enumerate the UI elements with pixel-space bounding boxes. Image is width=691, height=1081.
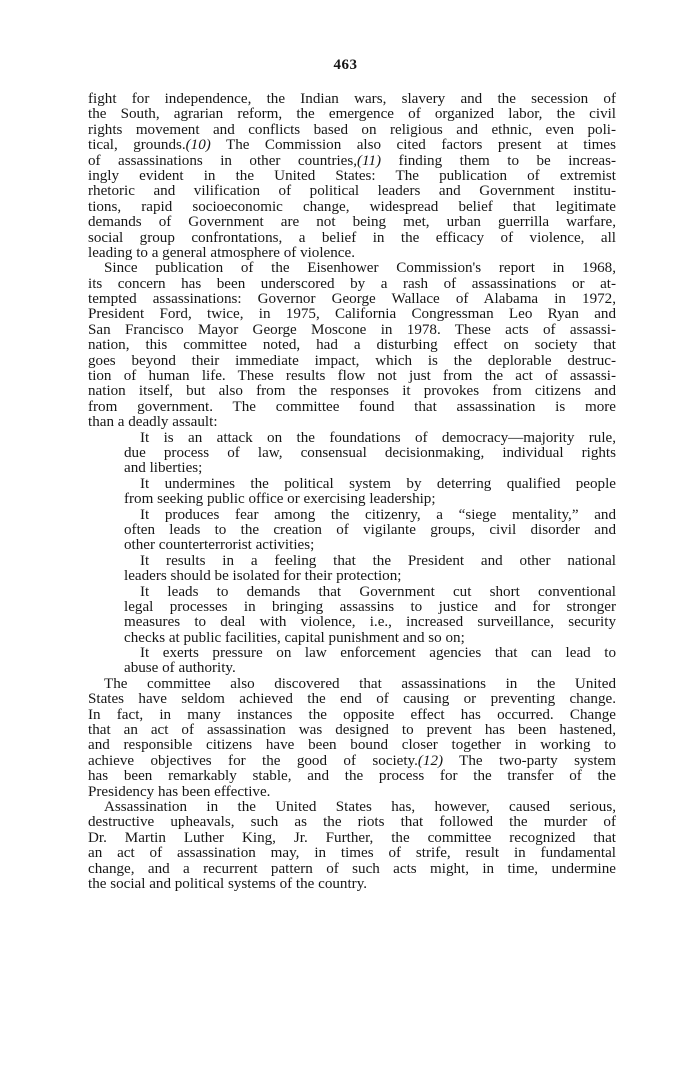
text-line: Dr. Martin Luther King, Jr. Further, the committee recognized that xyxy=(88,829,616,846)
text-line: and liberties; xyxy=(124,460,203,477)
text-line: tion of human life. These results flow not just from the act of assassi- xyxy=(88,368,616,385)
text-line: It is an attack on the foundations of democracy—majority rule, xyxy=(140,429,616,446)
text-line: measures to deal with violence, i.e., increased surveillance, security xyxy=(124,614,616,631)
text-line: an act of assassination may, in times of strife, result in fundamental xyxy=(88,845,616,862)
page-number: 463 xyxy=(333,57,358,73)
text-line: other counterterrorist activities; xyxy=(124,537,315,554)
text-line: due process of law, consensual decisionmaking, individual rights xyxy=(124,444,616,461)
text-line: destructive upheavals, such as the riots that followed the murder of xyxy=(88,814,616,831)
text-line: checks at public facilities, capital punishment and so on; xyxy=(124,629,465,646)
text-line: rights movement and conflicts based on religious and ethnic, even poli- xyxy=(88,121,616,138)
text-line: Assassination in the United States has, however, caused serious, xyxy=(104,798,616,815)
text-line: from seeking public office or exercising leadership; xyxy=(124,491,436,508)
text-line: It leads to demands that Government cut short conventional xyxy=(140,583,616,600)
text-line: tical, grounds.(10) The Commission also cited factors present at times xyxy=(88,137,616,154)
footnote-ref: (10) xyxy=(185,137,211,154)
text-line: It results in a feeling that the President and other national xyxy=(140,552,616,569)
text-line: the social and political systems of the country. xyxy=(88,875,368,892)
footnote-ref: (12) xyxy=(417,752,444,769)
text-line: leading to a general atmosphere of violence. xyxy=(88,244,355,261)
text-line: change, and a recurrent pattern of such acts might, in time, undermine xyxy=(88,860,616,877)
text-line: has been remarkably stable, and the process for the transfer of the xyxy=(88,768,616,785)
text-line: nation itself, but also from the responses it provokes from citizens and xyxy=(88,383,616,400)
text-line: abuse of authority. xyxy=(124,660,236,677)
text-line: fight for independence, the Indian wars, slavery and the secession of xyxy=(88,91,616,107)
text-line: leaders should be isolated for their protection; xyxy=(124,568,402,585)
text-line: nation, this committee noted, had a disturbing effect on society that xyxy=(88,337,616,354)
text-line: that an act of assassination was designed to prevent has been hastened, xyxy=(88,722,616,739)
text-line: It produces fear among the citizenry, a “siege mentality,” and xyxy=(140,506,616,523)
text-line: tions, rapid socioeconomic change, widespread belief that legitimate xyxy=(88,198,616,215)
text-line: tempted assassinations: Governor George Wallace of Alabama in 1972, xyxy=(88,291,616,308)
text-line: States have seldom achieved the end of causing or preventing change. xyxy=(88,691,616,708)
text-line: It undermines the political system by deterring qualified people xyxy=(140,475,616,492)
text-line: It exerts pressure on law enforcement agencies that can lead to xyxy=(140,645,616,662)
text-line: Since publication of the Eisenhower Commission's report in 1968, xyxy=(104,260,616,277)
text-line: ingly evident in the United States: The publication of extremist xyxy=(88,167,616,184)
footnote-ref: (11) xyxy=(357,152,382,169)
text-line: San Francisco Mayor George Moscone in 1978. These acts of assassi- xyxy=(88,321,616,338)
body-text xyxy=(88,92,616,892)
text-line: social group confrontations, a belief in the efficacy of violence, all xyxy=(88,229,616,246)
text-line: its concern has been underscored by a rash of assassinations or at- xyxy=(88,275,616,292)
text-line: Presidency has been effective. xyxy=(88,783,271,800)
text-line: of assassinations in other countries,(11) finding them to be increas- xyxy=(88,152,616,169)
text-line: legal processes in bringing assassins to justice and for stronger xyxy=(124,598,616,615)
text-line: the South, agrarian reform, the emergence of organized labor, the civil xyxy=(88,106,616,123)
text-line: achieve objectives for the good of society.(12) The two-party system xyxy=(88,752,617,769)
text-line: goes beyond their immediate impact, which is the deplorable destruc- xyxy=(88,352,616,369)
text-line: rhetoric and vilification of political leaders and Government institu- xyxy=(88,183,616,200)
text-line: In fact, in many instances the opposite effect has occurred. Change xyxy=(88,706,616,723)
text-line: than a deadly assault: xyxy=(88,414,218,431)
text-line: and responsible citizens have been bound closer together in working to xyxy=(88,737,616,754)
text-line: demands of Government are not being met, urban guerrilla warfare, xyxy=(88,214,616,231)
text-line: often leads to the creation of vigilante groups, civil disorder and xyxy=(124,521,616,538)
text-line: from government. The committee found that assassination is more xyxy=(88,398,616,415)
text-line: President Ford, twice, in 1975, California Congressman Leo Ryan and xyxy=(88,306,616,323)
text-line: The committee also discovered that assassinations in the United xyxy=(104,675,616,692)
